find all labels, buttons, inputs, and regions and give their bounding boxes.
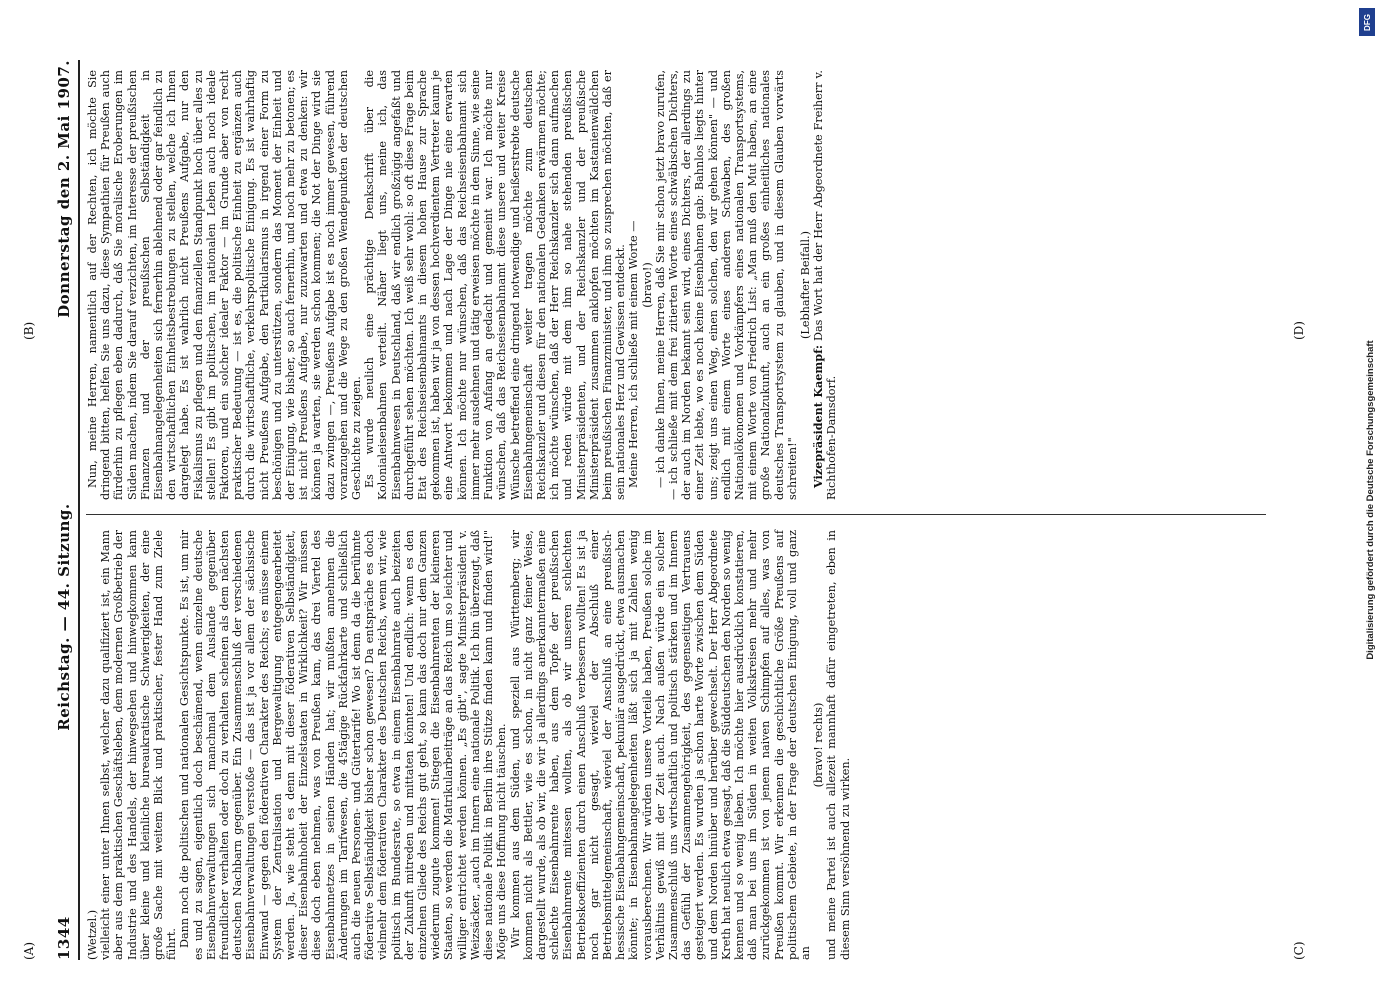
paragraph xyxy=(812,70,838,500)
digitization-note-text: Digitalisierung gefördert durch die Deutsche Forschungsgemeinschaft xyxy=(1365,340,1376,660)
margin-mark-d: (D) xyxy=(1292,321,1306,340)
interjection: (bravo! rechts) xyxy=(812,702,826,788)
dfg-logo: DFG xyxy=(1359,8,1375,36)
rotated-page xyxy=(22,60,1327,960)
paragraph: Dann noch die politischen und nationalen Gesichtspunkte. Es ist, um mir es und zu sagen, eigentlich doch beschämend, wenn einzelne deutsche Eisenbahnverwaltungen sich manchmal dem Auslande gegenüber freundlicher verhalten oder doch zu verhalten scheinen als dem nächsten deutschen Nachbarn gegenüber. Ein Zusammenschluß der verschiedenen Eisenbahnverwaltungen verstoße — das ist ja vor allem der sächsische Einwand — gegen den föderativen Charakter des Reichs; es müsse einem System der Zentralisation und Bergewaltigung entgegengearbeitet werden. Ja, wie steht es denn mit dieser föderativen Selbständigkeit, dieser Eisenbahnhoheit der Einzelstaaten in Wirklichkeit? Wir müssen diese doch eben nehmen, was von Preußen kam, das drei Viertel des Eisenbahnnetzes in seinen Händen hat; wir mußten annehmen die Änderungen im Tarifwesen, die 45tägige Rückfahrkarte und schließlich auch die neuen Personen- und Gütertarife! Wo ist denn da die berühmte föderative Selbständigkeit bisher schon gewesen? Da entspräche es doch vielmehr dem föderativen Charakter des Deutschen Reichs, wenn wir, wie politisch im Bundesrate, so etwa in einem Eisenbahnrate auch beizeiten der Zukunft mitreden und mittaten könnten! Und endlich: wenn es den einzelnen Gliede des Reichs gut geht, so kann das doch nur dem Ganzen wiederum zugute kommen! Stiegen die Eisenbahnrenten der kleineren Staaten, so werden die Matrikularbeiträge an das Reich um so leichter und williger entrichtet werden können. „Es gibt", sagte Ministerpräsident v. Weizsäcker, „auch im Innern eine nationale Politik. Ich bin überzeugt, daß diese nationale Politik in Berlin ihre Stütze finden kann und finden wird!" Möge uns diese Hoffnung nicht täuschen. xyxy=(178,530,509,960)
paragraph: und meine Partei ist auch allezeit mannhaft dafür eingetreten, eben in diesem Sinn versöhnend zu wirken. xyxy=(825,530,852,960)
paragraph: Meine Herren, ich schließe mit einem Worte — xyxy=(627,220,641,488)
speaker-name: (Wetzel.) xyxy=(86,909,99,960)
page-number: 1344 xyxy=(55,916,73,960)
right-column xyxy=(86,70,839,500)
speaker-name: Vizepräsident Kaempf: xyxy=(811,344,826,488)
interjection: (Lebhafter Beifall.) xyxy=(798,231,812,339)
header-session: Reichstag. — 44. Sitzung. xyxy=(55,503,73,731)
page-header xyxy=(52,60,80,960)
paragraph: — ich danke Ihnen, meine Herren, daß Sie mir schon jetzt bravo zurufen, — ich schließe mit dem frei zitierten Worte eines schwäbischen Dichters, der auch im Norden bekannt sein wird, eines Dichters, der allerdings zu einer Zeit lebte, wo es noch keine Eisenbahnen gab: Bahnlos liegts hinter uns; zeigt uns einen Weg, einen solchen, den wir gehen können" — und endlich mit einem Worte eines anderen Schwaben, des großen Nationalökonomen und Vorkämpfers eines nationalen Transportsystems, mit einem Worte von Friedrich List: „Man muß den Mut haben, an eine große Nationalzukunft, auch an ein großes einheitliches nationales deutsches Transportsystem zu glauben, und in diesem Glauben vorwärts schreiten!" xyxy=(653,70,799,500)
paragraph-text: Das Wort hat der Herr Abgeordnete Freiherr v. Richthofen-Damsdorf. xyxy=(812,70,839,500)
digitization-note xyxy=(1351,0,1379,1000)
paragraph: Wir kommen aus dem Süden, und speziell aus Württemberg; wir kommen nicht als Bettler, wie es schon, in nicht ganz feiner Weise, dargestellt wurde, als ob wir, die wir ja allerdings anerkanntermaßen eine schlechte Eisenbahnrente haben, aus dem Topfe der preußischen Eisenbahnrente mitessen wollten, als ob wir unseren schlechten Betriebskoeffizienten durch einen Anschluß verbessern wollten! Es ist ja noch gar nicht gesagt, wieviel der Abschluß einer Betriebsmittelgemeinschaft, wieviel der Anschluß an eine preußisch-hessische Eisenbahngemeinschaft, pekuniär ausgedrückt, etwa ausmachen könnte; in Eisenbahnangelegenheiten läßt sich ja mit Zahlen wenig vorausberechnen. Wir würden unsere Vorteile haben, Preußen solche im Verhältnis gewiß mit der Zeit auch. Nach außen würde ein solcher Zusammenschluß uns wirtschaftlich und politisch stärken und im Innern das Gefühl der Zusammengehörigkeit, des gegenseitigen Vertrauens gesteigert werden. Es wurden ja schon harte Worte zwischen dem Süden und dem Norden hinüber und herüber gewechselt. Der Herr Abgeordnete Kreth hat neulich etwa gesagt, daß die Süddeutschen den Norden so wenig kennen und so wenig lieben. Ich möchte hier ausdrücklich konstatieren, daß man bei uns im Süden in weiten Volkskreisen mehr und mehr zurückgekommen ist von jenem naiven Schimpfen auf alles, was von Preußen kommt. Wir erkennen die geschichtliche Größe Preußens auf politischem Gebiete, in der Frage der deutschen Einigung, voll und ganz an xyxy=(508,530,812,960)
margin-mark-a: (A) xyxy=(22,941,36,960)
paragraph: Es wurde neulich eine prächtige Denkschrift über die Kolonialeisenbahnen verteilt. Näher liegt uns, meine ich, das Eisenbahnwesen in Deutschland, daß wir endlich großzügig angefaßt und durchgeführt sehen möchten. Ich weiß sehr wohl: so oft diese Frage beim Etat des Reichseisenbahnamts in diesem hohen Hause zur Sprache gekommen ist, haben wir ja von dessen hochverdientem Vertreter kaum je eine Antwort bekommen und nach Lage der Dinge nie eine erwarten können. Ich möchte nur wünschen, daß das Reichseisenbahnamt sich immer mehr ausdehnen und tätig erweisen möchte in dem Sinne, wie seine Funktion von Anfang an gedacht und gemeint war. Ich möchte nur wünschen, daß das Reichseisenbahnamt diese unsere und weiter Kreise Wünsche betreffend eine dringend notwendige und heißerstrebte deutsche Eisenbahngemeinschaft weiter tragen möchte zum deutschen Reichskanzler und diesen für den nationalen Gedanken erwärmen möchte; ich möchte wünschen, daß der Herr Reichskanzler sich dann aufmachen und reden würde mit dem ihm so nahe stehenden preußischen Ministerpräsidenten, und der Reichskanzler und der preußische Ministerpräsident zusammen anklopfen möchten im Kastanienwäldchen beim preußischen Finanzminister, und ihm so zusprechen möchten, daß er sein nationales Herz und Gewissen entdeckt. xyxy=(363,70,628,500)
paragraph: vielleicht einer unter Ihnen selbst, welcher dazu qualifiziert ist, ein Mann aber aus dem praktischen Geschäftsleben, dem modernen Großbetrieb der Industrie und des Handels, der hinwegsehen und hinwegkommen kann über kleine und kleinliche bureaukratische Schwierigkeiten, der eine große Sache mit weitem Blick und praktischer, fester Hand zum Ziele führt. xyxy=(99,530,179,960)
column-divider xyxy=(86,514,1266,515)
left-column xyxy=(86,530,852,960)
margin-mark-c: (C) xyxy=(1292,941,1306,960)
interjection: (bravo!) xyxy=(640,262,654,308)
margin-mark-b: (B) xyxy=(22,321,36,340)
paragraph: Nun, meine Herren, namentlich auf der Rechten, ich möchte Sie dringend bitten, helfen Sie uns dazu, diese Sympathien für Preußen auch fürderhin zu pflegen eben dadurch, daß Sie moralische Eroberungen im Süden machen, indem Sie darauf verzichten, im Interesse der preußischen Finanzen und der preußischen Selbständigkeit in Eisenbahnangelegenheiten sich fernerhin ablehnend oder gar feindlich zu den wirtschaftlichen Einheitsbestrebungen zu stellen, welche ich Ihnen dargelegt habe. Es ist wahrlich nicht Preußens Aufgabe, nur den Fiskalismus zu pflegen und den finanziellen Standpunkt hoch über alles zu stellen! Es gibt im politischen, im nationalen Leben auch noch ideale Faktoren, und ein solcher idealer Faktor — im Grunde aber von recht praktischer Bedeutung — ist es, die politische Einheit zu ergänzen auch durch die wirtschaftliche, verkehrspolitische Einigung. Es ist wahrhaftig nicht Preußens Aufgabe, den Partikularismus in irgend einer Form zu beschönigen und zu unterstützen, sondern das Moment der Einheit und der Einigung, wie bisher, so auch fernerhin, und noch mehr zu betonen; es ist nicht Preußens Aufgabe, nur zuzuwarten und etwa zu denken: wir können ja warten, sie werden schon kommen; die Not der Dinge wird sie dazu zwingen —, Preußens Aufgabe ist es noch immer gewesen, führend voranzugehen und die Wege zu den großen Wendepunkten der deutschen Geschichte zu zeigen. xyxy=(86,70,364,500)
header-date: Donnerstag den 2. Mai 1907. xyxy=(55,60,73,318)
